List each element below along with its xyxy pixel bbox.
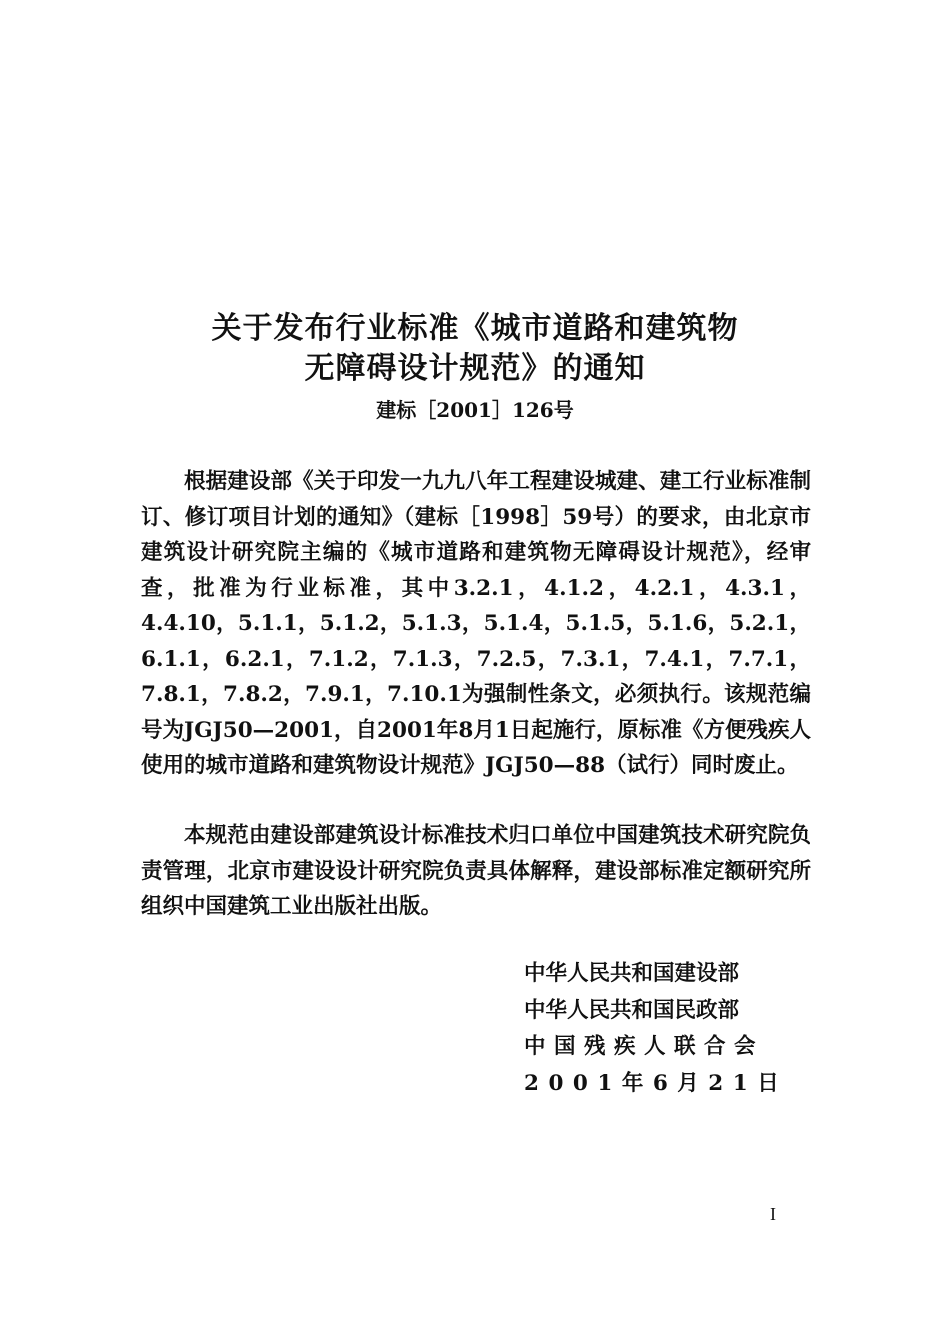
signatory-ministry-construction: 中华人民共和国建设部 bbox=[524, 961, 740, 986]
notice-title-line-1: 关于发布行业标准《城市道路和建筑物 bbox=[211, 311, 739, 346]
page-number: I bbox=[770, 1204, 776, 1224]
signatory-disabled-persons-federation: 中国残疾人联合会 bbox=[524, 1034, 765, 1059]
notice-title-line-2: 无障碍设计规范》的通知 bbox=[304, 351, 646, 386]
signature-block bbox=[524, 956, 789, 1102]
signatory-ministry-civil-affairs: 中华人民共和国民政部 bbox=[524, 997, 740, 1023]
issue-date: 2001年6月21日 bbox=[524, 1070, 789, 1096]
document-number: 建标［2001］126号 bbox=[376, 398, 574, 422]
body-paragraph-2: 本规范由建设部建筑设计标准技术归口单位中国建筑技术研究院负责管理，北京市建设设计研究院负责具体解释，建设部标准定额研究所组织中国建筑工业出版社出版。 bbox=[141, 823, 811, 919]
body-paragraph-1: 根据建设部《关于印发一九九八年工程建设城建、建工行业标准制订、修订项目计划的通知》（建标［1998］59号）的要求，由北京市建筑设计研究院主编的《城市道路和建筑物无障碍设计规范》，经审查，批准为行业标准，其中3.2.1，4.1.2，4.2.1，4.3.1，4.4.10，5.1.1，5.1.2，5.1.3，5.1.4，5.1.5，5.1.6，5.2.1，6.1.1，6.2.1，7.1.2，7.1.3，7.2.5，7.3.1，7.4.1，7.7.1，7.8.1，7.8.2，7.9.1，7.10.1为强制性条文，必须执行。该规范编号为JGJ50—2001，自2001年8月1日起施行，原标准《方便残疾人使用的城市道路和建筑物设计规范》JGJ50—88（试行）同时废止。 bbox=[141, 469, 811, 778]
